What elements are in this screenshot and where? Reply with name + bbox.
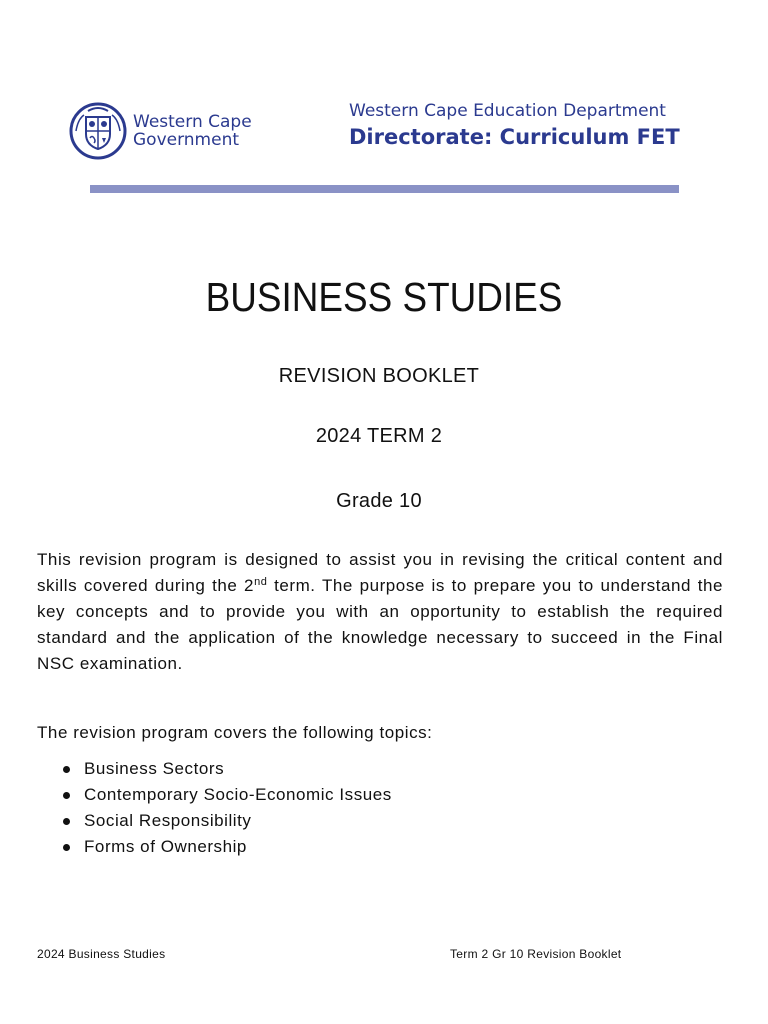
topic-label: Business Sectors — [84, 759, 225, 778]
topic-label: Social Responsibility — [84, 811, 252, 830]
document-subtitle: REVISION BOOKLET — [278, 365, 480, 387]
list-item — [37, 808, 392, 834]
topic-label: Forms of Ownership — [84, 837, 247, 856]
coat-of-arms-icon — [68, 101, 128, 161]
bullet-icon — [63, 844, 70, 851]
logo-line-2: Government — [133, 130, 240, 150]
document-title: BUSINESS STUDIES — [205, 274, 563, 320]
bullet-icon — [63, 792, 70, 799]
directorate-name: Directorate: Curriculum FET — [349, 125, 680, 149]
logo-wordmark — [133, 113, 252, 149]
list-item — [37, 834, 392, 860]
document-term: 2024 TERM 2 — [315, 425, 443, 447]
topics-lead-text: The revision program covers the following topics: — [37, 723, 433, 742]
bullet-icon — [63, 818, 70, 825]
department-heading — [349, 100, 709, 152]
bullet-icon — [63, 766, 70, 773]
list-item — [37, 756, 392, 782]
intro-superscript: nd — [254, 576, 268, 588]
intro-paragraph — [37, 547, 723, 677]
list-item — [37, 782, 392, 808]
footer-right: Term 2 Gr 10 Revision Booklet — [450, 947, 622, 961]
government-logo — [68, 101, 278, 161]
topics-list — [37, 756, 392, 860]
intro-text-2: term. The purpose is to prepare you to understand the key concepts and to provide you with an opportunity to establish the required standard and the application of the knowledge necessary to succeed in the Final NSC examination. — [37, 576, 723, 673]
topic-label: Contemporary Socio-Economic Issues — [84, 785, 392, 804]
department-name: Western Cape Education Department — [349, 101, 666, 121]
footer-left: 2024 Business Studies — [37, 947, 166, 961]
header-divider — [90, 185, 679, 193]
document-grade: Grade 10 — [336, 490, 422, 512]
logo-line-1: Western Cape — [133, 112, 252, 132]
intro-text-1: This revision program is designed to assist you in revising the critical content and skills covered during the 2 — [37, 550, 723, 595]
